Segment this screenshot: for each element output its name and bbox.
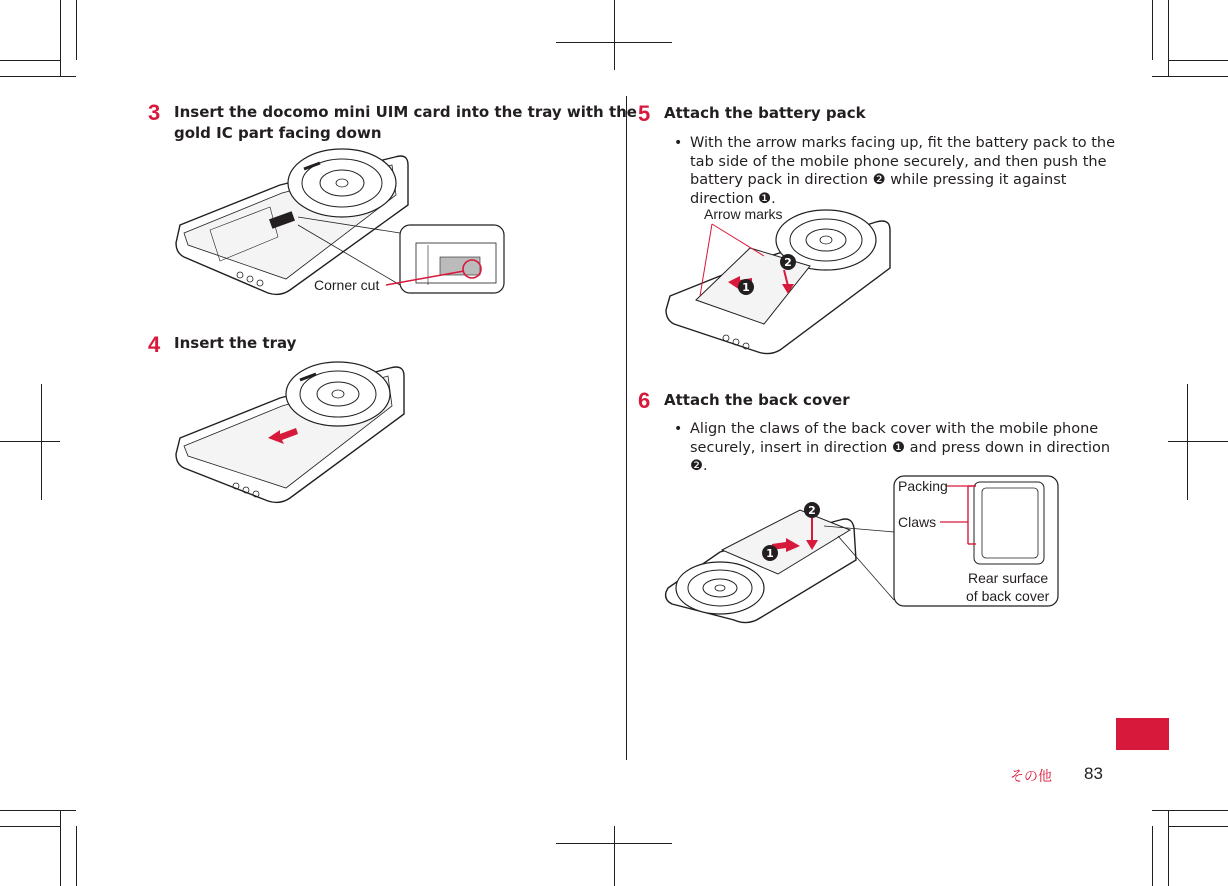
svg-text:1: 1 <box>742 281 750 294</box>
crop-mark <box>0 810 76 811</box>
instruction-line: With the arrow marks facing up, fit the battery pack to the <box>690 135 1116 151</box>
instruction-line: securely, insert in direction ❶ and press down in direction <box>690 439 1111 456</box>
bullet-dot: • <box>674 421 683 437</box>
crop-mark <box>1168 810 1169 886</box>
corner-cut-label: Corner cut <box>314 277 380 293</box>
back-cover-illustration <box>660 470 1060 640</box>
crop-mark <box>1152 826 1153 886</box>
bullet-dot: • <box>674 135 683 151</box>
battery-illustration <box>660 200 900 360</box>
instruction-line: tab side of the mobile phone securely, and then push the <box>690 153 1107 170</box>
crop-mark <box>41 384 42 500</box>
section-name: その他 <box>1010 769 1052 785</box>
packing-label: Packing <box>898 478 948 494</box>
crop-mark <box>1187 384 1188 500</box>
crop-mark <box>1152 0 1153 60</box>
step-number: 3 <box>148 100 161 125</box>
step-title-line: Insert the docomo mini UIM card into the tray with the <box>174 103 637 121</box>
svg-text:2: 2 <box>784 256 792 269</box>
crop-mark <box>1168 441 1228 442</box>
crop-mark <box>0 76 76 77</box>
svg-text:2: 2 <box>808 504 816 517</box>
page-number: 83 <box>1084 764 1103 783</box>
crop-mark <box>614 826 615 886</box>
rear-surface-label: Rear surface <box>968 570 1049 586</box>
crop-mark <box>60 810 61 886</box>
crop-mark <box>0 441 60 442</box>
instruction-line: battery pack in direction ❷ while pressing it against <box>690 172 1067 188</box>
column-divider <box>626 96 627 760</box>
crop-mark <box>1152 810 1228 811</box>
section-tab <box>1116 718 1169 750</box>
crop-mark <box>614 0 615 70</box>
instruction-line: ❷. <box>690 458 708 474</box>
step-title-line: gold IC part facing down <box>174 124 382 142</box>
crop-mark <box>60 0 61 76</box>
step-number: 5 <box>638 101 651 126</box>
crop-mark <box>0 60 60 61</box>
step-title: Attach the battery pack <box>664 104 866 122</box>
step-title: Attach the back cover <box>664 391 850 409</box>
step-title <box>174 102 637 144</box>
crop-mark <box>76 826 77 886</box>
uim-card-illustration <box>170 145 510 305</box>
crop-mark <box>1152 76 1228 77</box>
tray-illustration <box>170 358 410 508</box>
step-number: 6 <box>638 388 651 413</box>
svg-text:1: 1 <box>766 547 774 560</box>
step-5-instructions <box>690 134 1115 208</box>
crop-mark <box>1168 826 1228 827</box>
crop-mark <box>0 826 60 827</box>
step-6-instructions <box>690 420 1110 457</box>
claws-label: Claws <box>898 514 937 530</box>
arrow-marks-label: Arrow marks <box>704 206 783 222</box>
step-title: Insert the tray <box>174 334 297 352</box>
crop-mark <box>76 0 77 60</box>
instruction-line: Align the claws of the back cover with the mobile phone <box>690 421 1099 437</box>
crop-mark <box>1168 60 1228 61</box>
instruction-line: direction ❶. <box>690 190 776 207</box>
step-number: 4 <box>148 332 161 357</box>
rear-surface-label: of back cover <box>966 588 1050 604</box>
crop-mark <box>1168 0 1169 76</box>
